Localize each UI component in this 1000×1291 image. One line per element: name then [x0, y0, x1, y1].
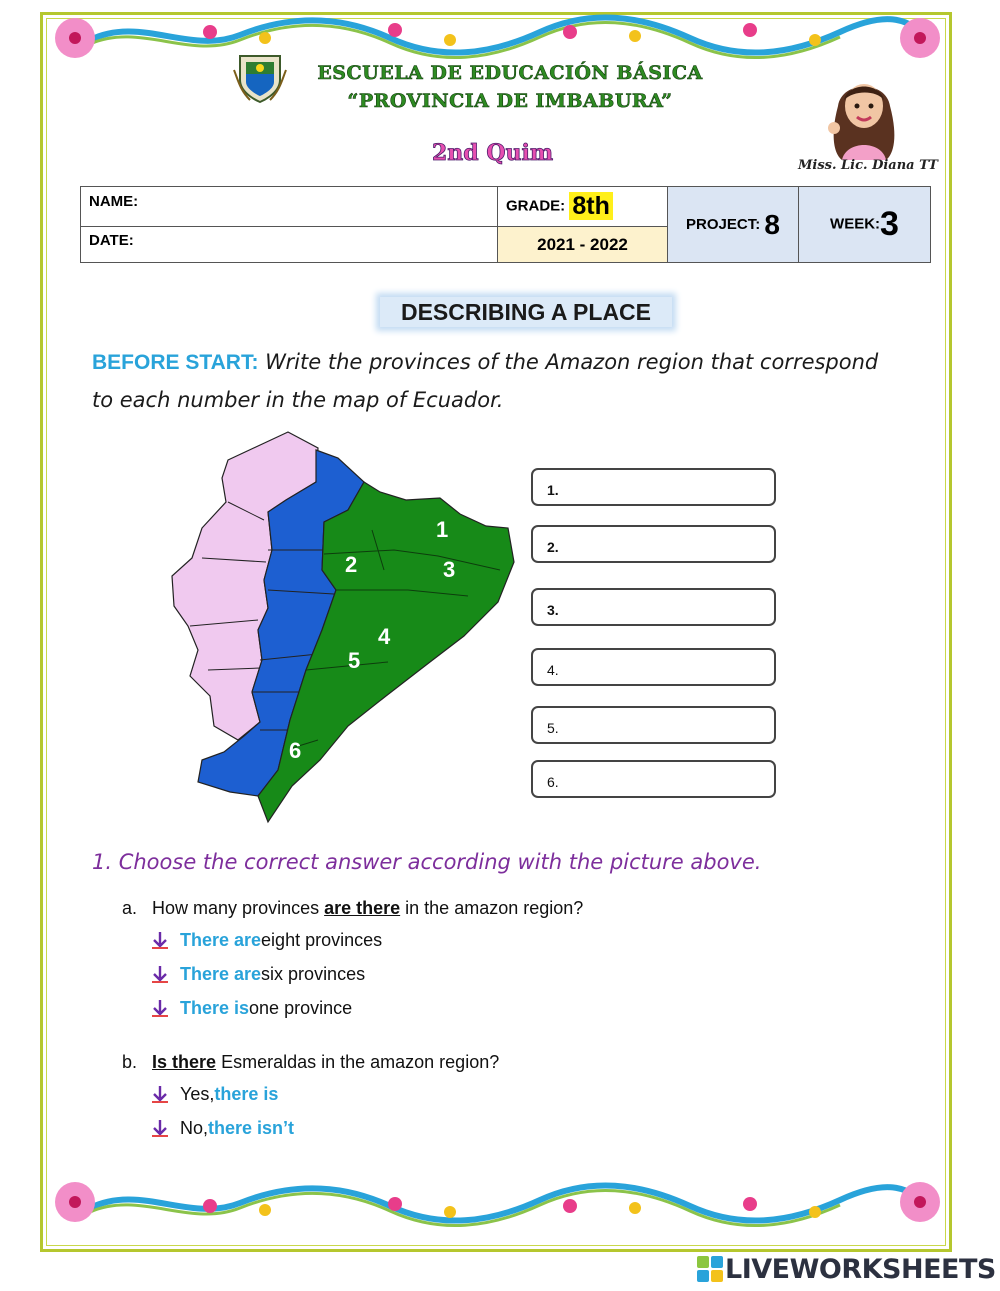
school-name-line1: ESCUELA DE EDUCACIÓN BÁSICA — [317, 62, 703, 84]
question-a — [122, 898, 583, 919]
map-number-1: 1 — [436, 517, 449, 542]
question-a-post: in the amazon region? — [400, 898, 584, 918]
option-a3-highlight: There is — [180, 998, 250, 1018]
option-b2[interactable] — [150, 1118, 294, 1139]
map-number-5: 5 — [348, 648, 361, 673]
period-label: 2nd Quim — [432, 140, 554, 166]
teacher-signature: Miss. Lic. Diana TT — [798, 158, 938, 173]
map-number-6: 6 — [289, 738, 302, 763]
date-label: DATE: — [89, 232, 134, 249]
student-info-table — [80, 186, 931, 263]
answer-box-5[interactable]: 5. — [531, 706, 776, 744]
liveworksheets-grid-icon — [697, 1256, 723, 1282]
question-b-post: Esmeraldas in the amazon region? — [216, 1052, 500, 1072]
arrow-bullet-icon — [150, 1086, 170, 1104]
date-field[interactable] — [81, 227, 498, 263]
option-a1[interactable] — [150, 930, 382, 951]
option-b1-highlight: there is — [214, 1084, 279, 1104]
before-start-label: BEFORE START: — [92, 351, 259, 374]
project-label: PROJECT: — [686, 215, 761, 233]
school-name-line2: “PROVINCIA DE IMBABURA” — [347, 90, 673, 112]
name-label: NAME: — [89, 193, 139, 210]
week-value: 3 — [880, 205, 899, 243]
school-crest-logo — [232, 50, 288, 106]
floral-border-bottom — [50, 1178, 945, 1228]
name-field[interactable] — [81, 187, 498, 227]
ecuador-map — [168, 430, 520, 826]
liveworksheets-logo[interactable] — [697, 1252, 996, 1286]
option-b1-text: Yes, — [180, 1084, 215, 1104]
option-a3-text: one province — [249, 998, 353, 1018]
map-number-3: 3 — [443, 557, 456, 582]
grade-value: 8th — [569, 192, 613, 220]
option-a3[interactable] — [150, 998, 352, 1019]
floral-border-top — [50, 10, 945, 60]
question-a-pre: How many provinces — [152, 898, 325, 918]
project-value: 8 — [764, 208, 780, 240]
answer-box-3[interactable]: 3. — [531, 588, 776, 626]
before-start-line2: to each number in the map of Ecuador. — [92, 388, 504, 412]
option-b2-text: No, — [180, 1118, 209, 1138]
week-label: WEEK: — [830, 215, 881, 233]
grade-cell — [498, 187, 668, 227]
teacher-avatar — [820, 66, 908, 160]
arrow-bullet-icon — [150, 1000, 170, 1018]
question-b-prefix: b. — [122, 1052, 138, 1072]
arrow-bullet-icon — [150, 1120, 170, 1138]
option-a1-text: eight provinces — [261, 930, 383, 950]
project-cell — [668, 187, 799, 263]
before-start-line1 — [92, 350, 932, 375]
answer-box-6[interactable]: 6. — [531, 760, 776, 798]
option-b1[interactable] — [150, 1084, 278, 1105]
school-year: 2021 - 2022 — [498, 227, 668, 263]
question-a-prefix: a. — [122, 898, 138, 918]
question-b-emphasis: Is there — [152, 1052, 217, 1072]
question-a-emphasis: are there — [324, 898, 401, 918]
question-1-heading: 1. Choose the correct answer according with the picture above. — [92, 850, 762, 874]
map-number-4: 4 — [378, 624, 391, 649]
answer-box-2[interactable]: 2. — [531, 525, 776, 563]
liveworksheets-brand: LIVEWORKSHEETS — [725, 1253, 996, 1285]
week-cell — [799, 187, 931, 263]
option-a2-text: six provinces — [261, 964, 366, 984]
before-start-text1: Write the provinces of the Amazon region that correspond — [265, 350, 879, 374]
option-b2-highlight: there isn’t — [208, 1118, 295, 1138]
grade-label: GRADE: — [506, 197, 566, 215]
option-a2-highlight: There are — [180, 964, 262, 984]
worksheet-title: DESCRIBING A PLACE — [380, 297, 672, 327]
arrow-bullet-icon — [150, 932, 170, 950]
question-b — [122, 1052, 499, 1073]
answer-box-4[interactable]: 4. — [531, 648, 776, 686]
option-a1-highlight: There are — [180, 930, 262, 950]
option-a2[interactable] — [150, 964, 365, 985]
map-number-2: 2 — [345, 552, 358, 577]
answer-box-1[interactable]: 1. — [531, 468, 776, 506]
arrow-bullet-icon — [150, 966, 170, 984]
